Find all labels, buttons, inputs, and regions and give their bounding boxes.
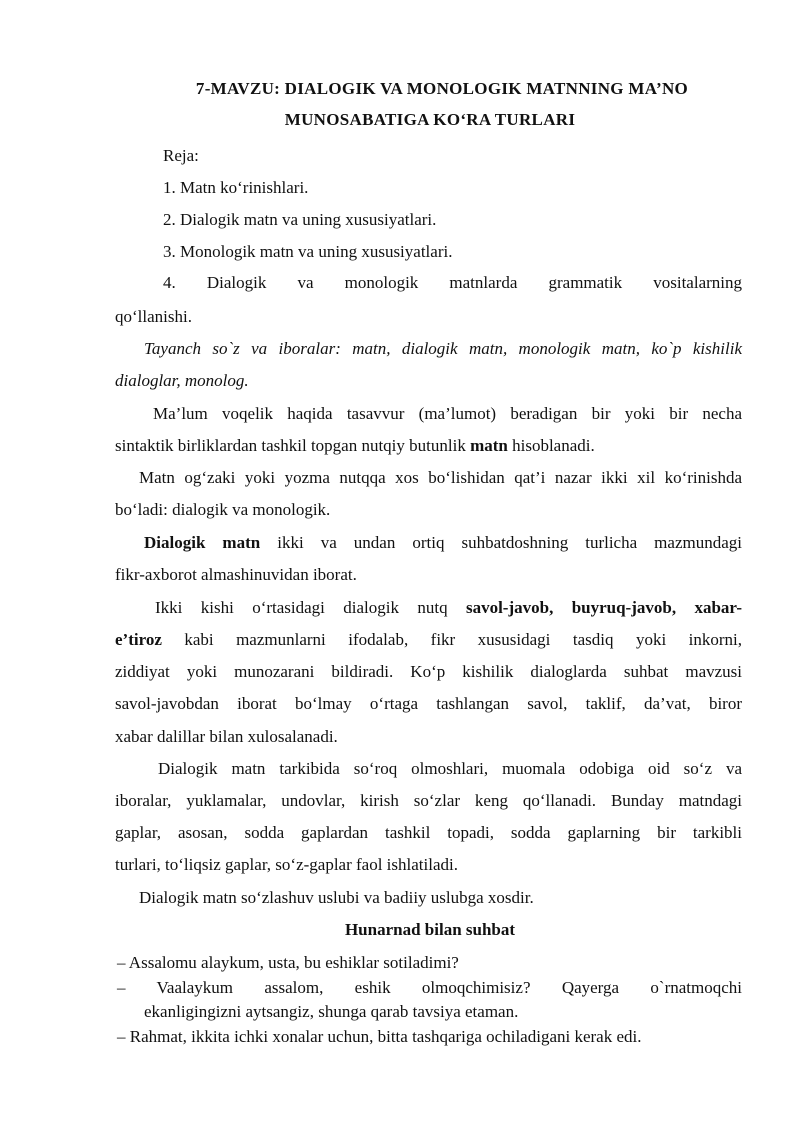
para6: Dialogik matn so‘zlashuv uslubi va badiiy uslubga xosdir. bbox=[139, 888, 534, 907]
plan-item-4-cont: qo‘llanishi. bbox=[115, 307, 192, 326]
para4-line5: xabar dalillar bilan xulosalanadi. bbox=[115, 727, 338, 746]
keywords-line1: Tayanch so`z va iboralar: matn, dialogik matn, monologik matn, ko`p kishilik bbox=[144, 339, 742, 358]
para5-line1: Dialogik matn tarkibida so‘roq olmoshlari, muomala odobiga oid so‘z va bbox=[158, 759, 742, 778]
para1-line2: sintaktik birliklardan tashkil topgan nutqiy butunlik matn hisoblanadi. bbox=[115, 436, 595, 455]
para2-line2: bo‘ladi: dialogik va monologik. bbox=[115, 500, 331, 519]
para5-line2: iboralar, yuklamalar, undovlar, kirish so‘zlar keng qo‘llanadi. Bunday matndagi bbox=[115, 791, 742, 810]
dialog-title: Hunarnad bilan suhbat bbox=[344, 920, 516, 939]
term-matn: matn bbox=[470, 436, 508, 455]
para4-line2: e’tiroz kabi mazmunlarni ifodalab, fikr xususidagi tasdiq yoki inkorni, bbox=[115, 630, 742, 649]
para4-line3: ziddiyat yoki munozarani bildiradi. Ko‘p kishilik dialoglarda suhbat mavzusi bbox=[115, 662, 742, 681]
para5-line3: gaplar, asosan, sodda gaplardan tashkil topadi, sodda gaplarning bir tarkibli bbox=[115, 823, 742, 842]
page-title-line2: MUNOSABATIGA KO‘RA TURLARI bbox=[284, 110, 576, 129]
plan-item-1: 1. Matn ko‘rinishlari. bbox=[163, 178, 309, 197]
keywords-line2: dialoglar, monolog. bbox=[115, 371, 249, 390]
para4-line1: Ikki kishi o‘rtasidagi dialogik nutq savol-javob, buyruq-javob, xabar- bbox=[155, 598, 742, 617]
para5-line4: turlari, to‘liqsiz gaplar, so‘z-gaplar faol ishlatiladi. bbox=[115, 855, 458, 874]
plan-item-3: 3. Monologik matn va uning xususiyatlari. bbox=[163, 242, 453, 261]
plan-item-4: 4. Dialogik va monologik matnlarda grammatik vositalarning bbox=[163, 273, 742, 292]
para4-line4: savol-javobdan iborat bo‘lmay o‘rtaga tashlangan savol, taklif, da’vat, biror bbox=[115, 694, 742, 713]
dialog-line-1: – Assalomu alaykum, usta, bu eshiklar sotiladimi? bbox=[117, 953, 459, 972]
para1-line1: Ma’lum voqelik haqida tasavvur (ma’lumot) beradigan bir yoki bir necha bbox=[153, 404, 742, 423]
dialog-line-3: – Rahmat, ikkita ichki xonalar uchun, bitta tashqariga ochiladigani kerak edi. bbox=[117, 1027, 642, 1046]
para2-line1: Matn og‘zaki yoki yozma nutqqa xos bo‘lishidan qat’i nazar ikki xil ko‘rinishda bbox=[139, 468, 742, 487]
plan-item-2: 2. Dialogik matn va uning xususiyatlari. bbox=[163, 210, 437, 229]
dialog-line-2: – Vaalaykum assalom, eshik olmoqchimisiz? Qayerga o`rnatmoqchi bbox=[117, 978, 742, 997]
dialog-line-2-cont: ekanligingizni aytsangiz, shunga qarab tavsiya etaman. bbox=[144, 1002, 519, 1021]
para3-line2: fikr-axborot almashinuvidan iborat. bbox=[115, 565, 357, 584]
page-title: 7-MAVZU: DIALOGIK VA MONOLOGIK MATNNING MA’NO bbox=[195, 79, 689, 98]
term-dialogik-matn: Dialogik matn bbox=[144, 533, 261, 552]
plan-label: Reja: bbox=[163, 146, 199, 165]
para3-line1: Dialogik matn ikki va undan ortiq suhbatdoshning turlicha mazmundagi bbox=[144, 533, 742, 552]
